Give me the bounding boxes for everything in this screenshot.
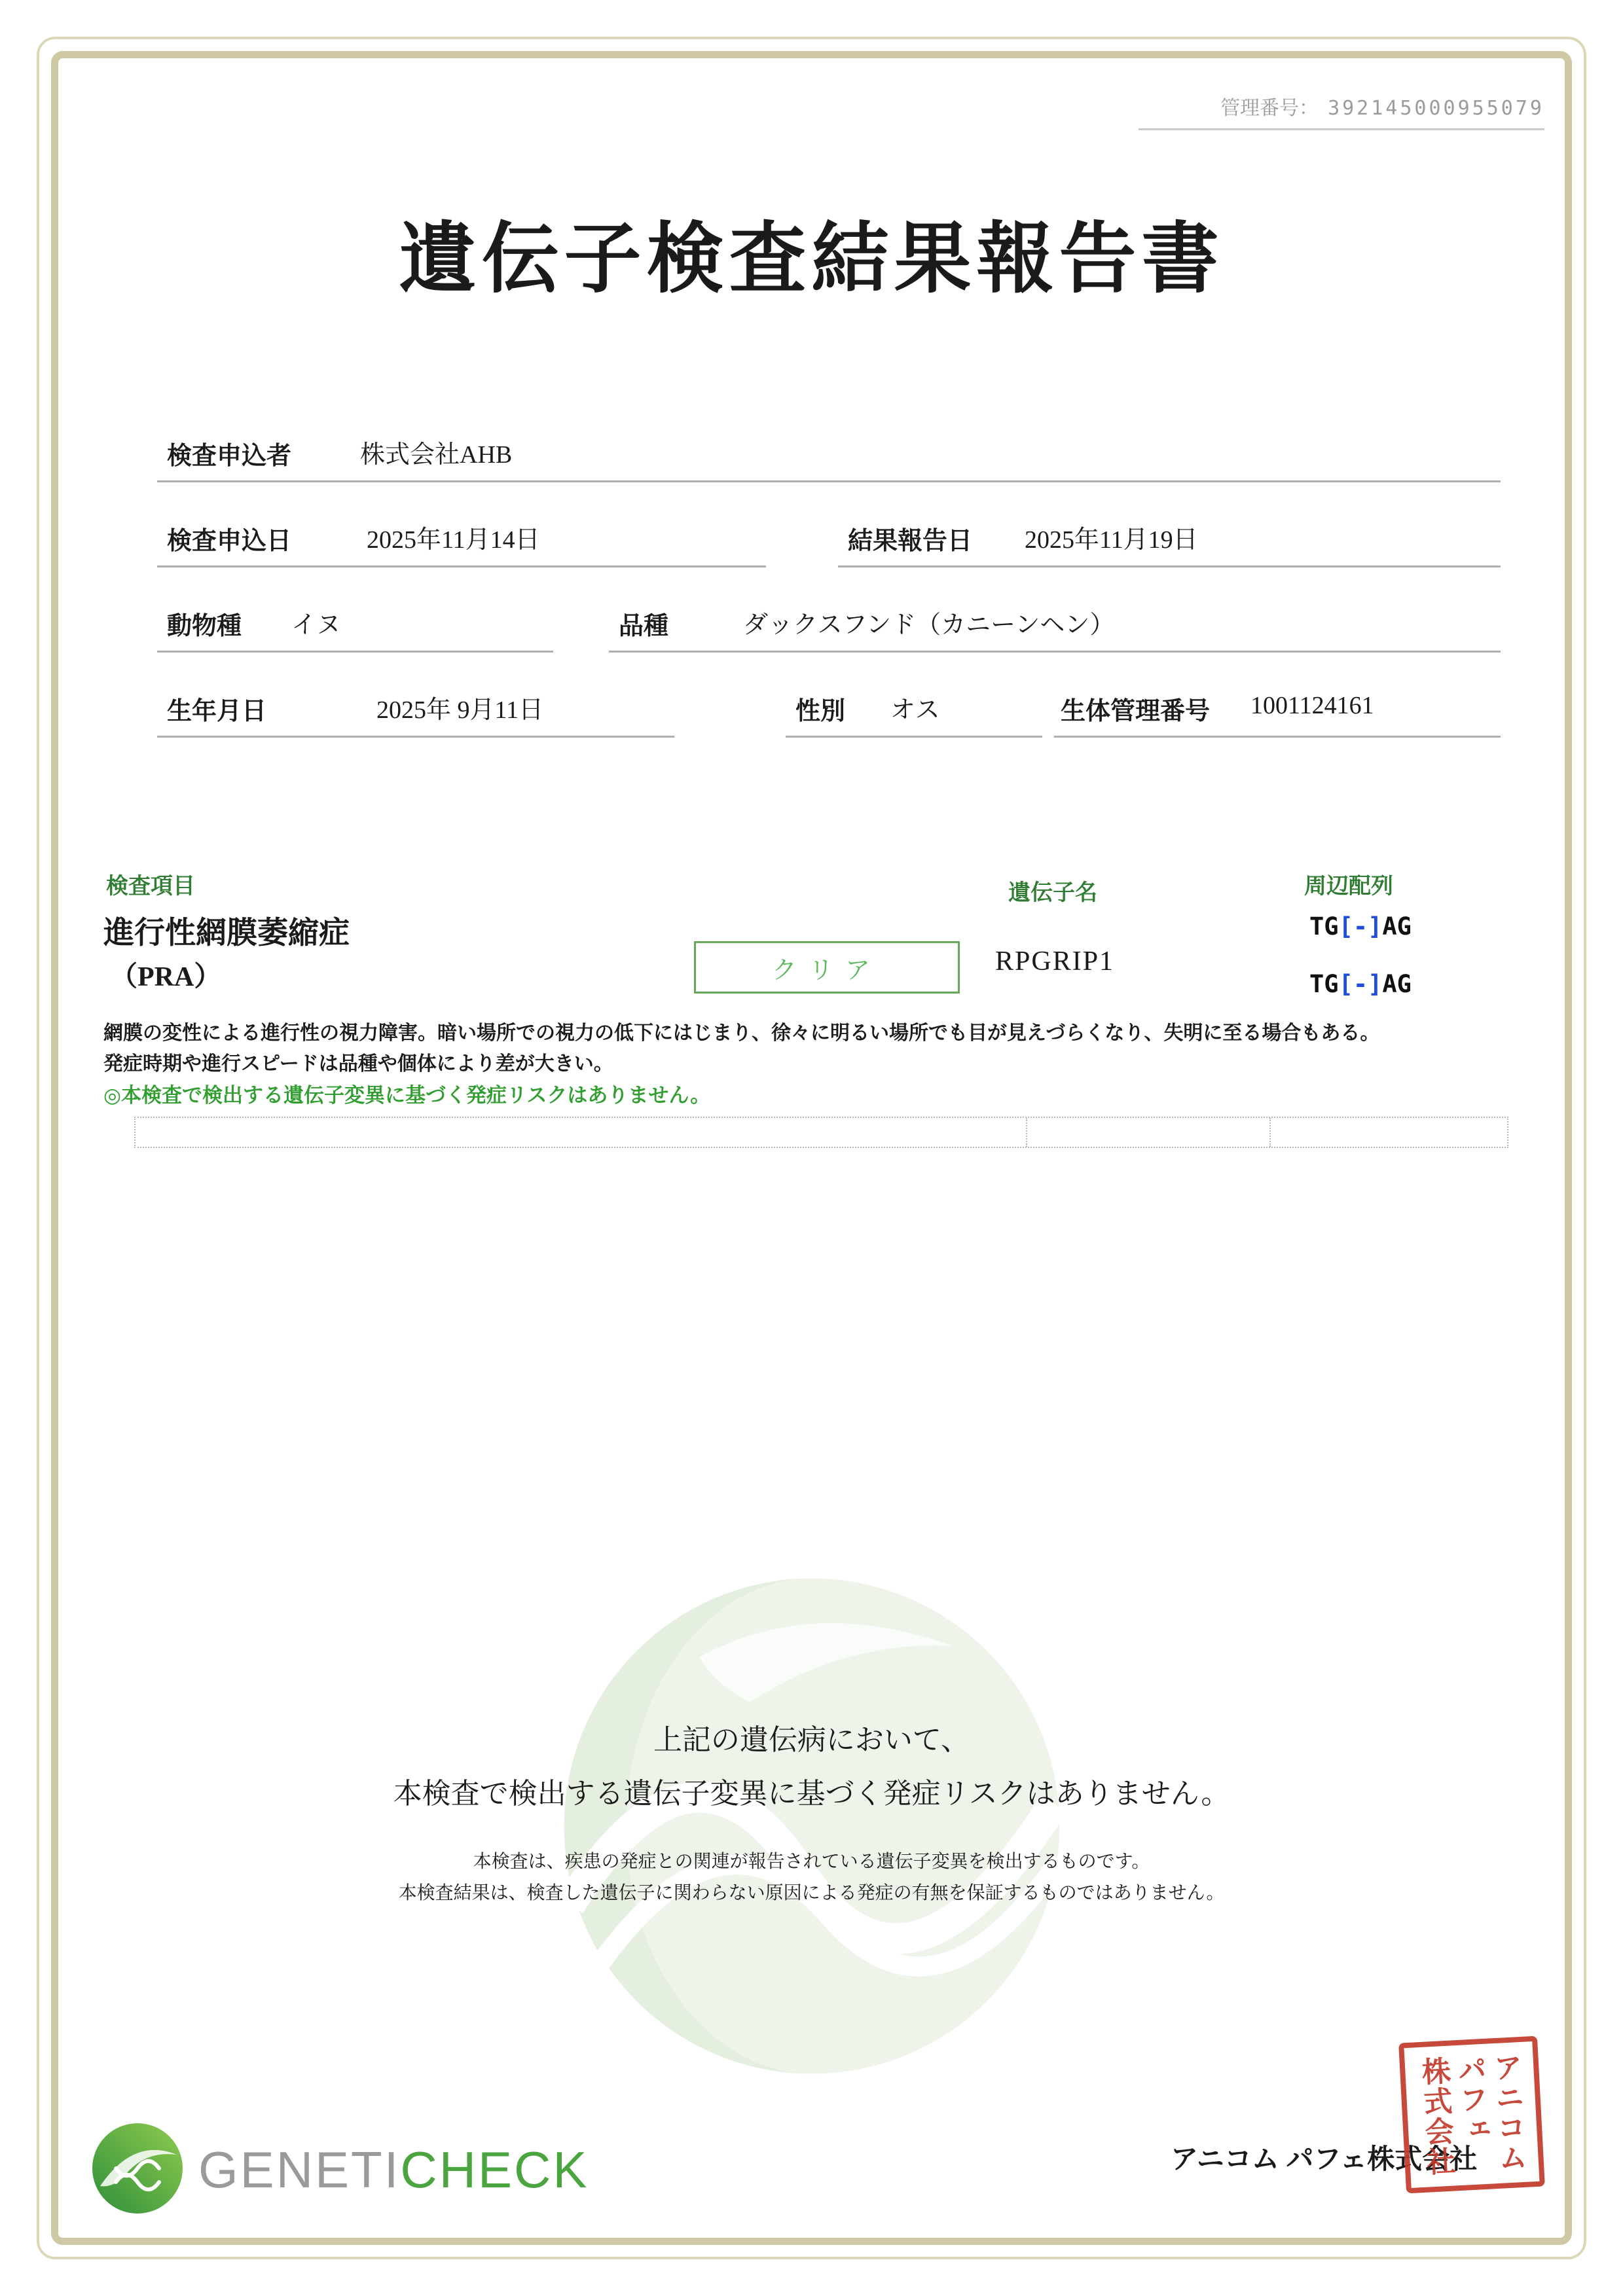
report-date-value: 2025年11月19日 bbox=[1025, 526, 1198, 554]
sequence-1-mutation: [-] bbox=[1338, 912, 1383, 941]
logo-text-geneti: GENETI bbox=[198, 2141, 401, 2198]
summary-line1: 上記の遺伝病において、 bbox=[653, 1724, 970, 1756]
animal-id-value: 1001124161 bbox=[1250, 692, 1374, 719]
result-box bbox=[694, 941, 960, 994]
gene-name-header: 遺伝子名 bbox=[1008, 881, 1097, 905]
page-title: 遺伝子検査結果報告書 bbox=[399, 217, 1224, 302]
company-seal-text bbox=[1415, 2052, 1529, 2178]
sex-label: 性別 bbox=[795, 698, 846, 725]
field-animal-id bbox=[1054, 674, 1501, 738]
geneticheck-logo-icon bbox=[88, 2119, 187, 2221]
test-item-header: 検査項目 bbox=[106, 874, 195, 899]
management-number-row bbox=[1139, 92, 1544, 130]
gene-name-value: RPGRIP1 bbox=[995, 946, 1115, 977]
field-birth-date bbox=[157, 674, 674, 738]
empty-result-row bbox=[134, 1117, 1508, 1148]
applicant-value: 株式会社AHB bbox=[360, 441, 513, 469]
disease-description-line1: 網膜の変性による進行性の視力障害。暗い場所での視力の低下にはじまり、徐々に明るい場所でも目が見えづらくなり、失明に至る場合もある。 bbox=[103, 1022, 1380, 1044]
sequence-header: 周辺配列 bbox=[1304, 874, 1393, 899]
disease-block bbox=[103, 908, 350, 994]
company-name: アニコム パフェ株式会社 bbox=[1171, 2145, 1478, 2175]
field-breed bbox=[609, 589, 1501, 653]
company-seal bbox=[1398, 2036, 1545, 2194]
sequence-1-post: AG bbox=[1382, 912, 1412, 941]
breed-label: 品種 bbox=[619, 613, 669, 640]
field-apply-date bbox=[157, 504, 766, 567]
sequence-2-post: AG bbox=[1382, 970, 1412, 998]
sequence-value-2 bbox=[1309, 970, 1412, 998]
species-label: 動物種 bbox=[167, 613, 242, 640]
disease-description bbox=[103, 1018, 1531, 1079]
field-sex bbox=[786, 674, 1042, 738]
disease-name: 進行性網膜萎縮症 bbox=[103, 916, 350, 950]
summary-block bbox=[0, 1716, 1623, 1905]
decorative-frame-inner bbox=[51, 51, 1572, 2245]
empty-row-divider-2 bbox=[1269, 1118, 1271, 1147]
disease-description-line2: 発症時期や進行スピードは品種や個体により差が大きい。 bbox=[103, 1052, 613, 1075]
summary-disclaimer2: 本検査結果は、検査した遺伝子に関わらない原因による発症の有無を保証するものではありません。 bbox=[398, 1882, 1225, 1903]
seal-column-2: パフェ bbox=[1452, 2053, 1489, 2146]
seal-column-3: 株式会社 bbox=[1416, 2055, 1455, 2178]
seal-column-1: アニコム bbox=[1488, 2051, 1527, 2174]
result-value: クリア bbox=[771, 956, 882, 984]
summary-disclaimer1: 本検査は、疾患の発症との関連が報告されている遺伝子変異を検出するものです。 bbox=[473, 1851, 1150, 1871]
apply-date-label: 検査申込日 bbox=[167, 528, 292, 555]
disease-abbreviation: （PRA） bbox=[110, 962, 222, 992]
applicant-label: 検査申込者 bbox=[167, 442, 292, 470]
animal-id-label: 生体管理番号 bbox=[1061, 698, 1211, 725]
summary-line2: 本検査で検出する遺伝子変異に基づく発症リスクはありません。 bbox=[393, 1778, 1230, 1810]
risk-note: ◎本検査で検出する遺伝子変異に基づく発症リスクはありません。 bbox=[103, 1084, 711, 1107]
report-date-label: 結果報告日 bbox=[848, 528, 973, 555]
management-number-value: 392145000955079 bbox=[1328, 97, 1544, 120]
field-applicant bbox=[157, 419, 1501, 482]
sequence-value-1 bbox=[1309, 912, 1412, 941]
sex-value: オス bbox=[890, 696, 940, 724]
birth-date-label: 生年月日 bbox=[167, 698, 267, 725]
species-value: イヌ bbox=[291, 611, 342, 639]
sequence-2-mutation: [-] bbox=[1338, 970, 1383, 998]
decorative-frame-outer bbox=[37, 37, 1586, 2259]
geneticheck-logo-text bbox=[198, 2140, 589, 2200]
sequence-1-pre: TG bbox=[1309, 912, 1339, 941]
geneticheck-logo bbox=[88, 2119, 589, 2221]
sequence-2-pre: TG bbox=[1309, 970, 1339, 998]
logo-text-check: CHECK bbox=[400, 2141, 589, 2198]
empty-row-divider-1 bbox=[1026, 1118, 1027, 1147]
field-report-date bbox=[838, 504, 1501, 567]
field-species bbox=[157, 589, 553, 653]
apply-date-value: 2025年11月14日 bbox=[367, 526, 540, 554]
management-number-label: 管理番号： bbox=[1220, 98, 1319, 119]
birth-date-value: 2025年 9月11日 bbox=[376, 696, 544, 724]
breed-value: ダックスフンド（カニーンヘン） bbox=[743, 611, 1115, 639]
